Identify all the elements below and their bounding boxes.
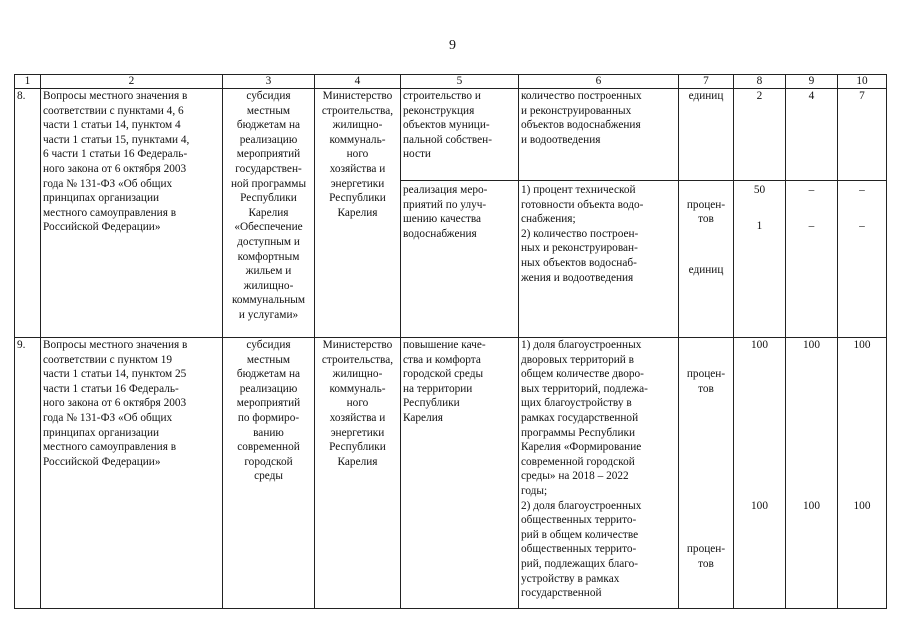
- ministry-line: Карелия: [337, 455, 378, 468]
- ministry-line: Министерство: [322, 90, 393, 102]
- ministry-line: Министерство: [322, 339, 393, 351]
- form-line: и услугами»: [238, 308, 299, 321]
- indicator-line: количество построенных: [521, 90, 642, 102]
- ministry-line: хозяйства и: [329, 411, 386, 424]
- form-line: бюджетам на: [236, 368, 301, 381]
- unit-value: процен- тов: [686, 198, 726, 226]
- form-line: реализацию: [239, 382, 298, 395]
- question-line: ного закона от 6 октября 2003: [43, 162, 187, 175]
- form-line: по формиро-: [237, 411, 300, 424]
- question-line: года № 131-ФЗ «Об общих: [43, 177, 173, 190]
- indicator-line: рий в общем количестве: [521, 528, 639, 541]
- indicator-line: государственной: [521, 587, 602, 600]
- form-line: жильем и: [245, 265, 292, 278]
- goal-block: [401, 89, 519, 176]
- value: 1: [756, 220, 763, 233]
- indicator-line: общественных террито-: [521, 514, 637, 527]
- question-line: Российской Федерации»: [43, 455, 161, 468]
- goal-line: Карелия: [403, 411, 443, 424]
- value: 4: [808, 90, 815, 102]
- value: –: [859, 184, 865, 196]
- question-line: местного самоуправления в: [43, 441, 177, 454]
- value: 100: [751, 499, 768, 512]
- goal-cell: [401, 338, 519, 609]
- header-cell: 8: [734, 75, 786, 89]
- indicator-block: [519, 89, 679, 176]
- row-number: 8.: [15, 89, 41, 338]
- ministry-cell: [315, 89, 401, 338]
- goal-cell: [401, 89, 519, 338]
- value: 100: [853, 499, 871, 512]
- form-line: государствен-: [235, 162, 302, 175]
- indicator-line: жения и водоотведения: [521, 271, 634, 284]
- indicator-line: программы Республики: [521, 426, 636, 439]
- subsidy-table: [14, 74, 887, 609]
- form-cell: [223, 338, 315, 609]
- value-block: [788, 499, 835, 514]
- ministry-line: коммуналь-: [329, 133, 386, 146]
- question-line: Вопросы местного значения в: [43, 90, 188, 102]
- indicator-line: устройству в рамках: [521, 572, 620, 585]
- indicator-line: 1) процент технической: [521, 184, 636, 196]
- indicator-line: Карелия «Формирование: [521, 441, 642, 454]
- unit-value: единиц: [688, 263, 724, 276]
- header-row: [15, 75, 887, 89]
- goal-block: [401, 180, 519, 241]
- value: –: [808, 220, 815, 233]
- question-line: части 1 статьи 14, пунктом 4: [43, 119, 181, 132]
- indicator-line: ных и реконструирован-: [521, 242, 638, 255]
- form-line: субсидия: [246, 90, 291, 102]
- value-block: [840, 499, 884, 514]
- value-block: [736, 499, 783, 514]
- goal-line: строительство и: [403, 90, 481, 102]
- ministry-line: ного: [346, 148, 369, 161]
- goal-line: реконструкция: [403, 104, 475, 117]
- ministry-line: энергетики: [330, 426, 385, 439]
- question-line: 6 части 1 статьи 16 Федераль-: [43, 148, 188, 161]
- form-line: мероприятий: [236, 397, 301, 410]
- indicator-line: общем количестве дворо-: [521, 368, 644, 381]
- form-line: среды: [254, 470, 283, 483]
- form-line: ной программы: [230, 177, 307, 190]
- question-line: ного закона от 6 октября 2003: [43, 397, 187, 410]
- form-line: мероприятий: [236, 148, 301, 161]
- goal-line: ности: [403, 148, 431, 161]
- indicator-line: 2) доля благоустроенных: [521, 499, 642, 512]
- form-line: коммунальным: [231, 294, 306, 307]
- header-cell: 5: [401, 75, 519, 89]
- value: –: [808, 184, 815, 196]
- goal-line: Республики: [403, 397, 460, 410]
- goal-line: повышение каче-: [403, 339, 486, 351]
- value: 100: [751, 339, 768, 351]
- value: 2: [756, 90, 763, 102]
- ministry-line: строительства,: [321, 353, 394, 366]
- unit-value: единиц: [688, 90, 724, 102]
- value: 100: [803, 499, 820, 512]
- unit-value: процен- тов: [686, 368, 726, 395]
- indicator-line: дворовых территорий в: [521, 353, 634, 366]
- value-block: [736, 338, 783, 499]
- value-2022-cell: [734, 338, 786, 609]
- goal-line: на территории: [403, 382, 473, 395]
- value-2022-cell: [734, 89, 786, 338]
- question-line: соответствии с пунктом 19: [43, 353, 173, 366]
- header-cell: 7: [679, 75, 734, 89]
- form-line: комфортным: [237, 250, 300, 263]
- value: –: [859, 220, 865, 233]
- question-line: части 1 статьи 14, пунктом 25: [43, 368, 187, 381]
- unit-cell: [679, 89, 734, 338]
- form-line: местным: [246, 353, 291, 366]
- goal-line: приятий по улуч-: [403, 198, 487, 211]
- value: 100: [803, 339, 820, 351]
- ministry-line: хозяйства и: [329, 162, 386, 175]
- form-line: Карелия: [248, 206, 289, 219]
- indicator-line: 2) количество построен-: [521, 227, 639, 240]
- unit-value: процен- тов: [686, 543, 726, 570]
- question-line: местного самоуправления в: [43, 206, 177, 219]
- goal-line: ства и комфорта: [403, 353, 481, 366]
- goal-line: водоснабжения: [403, 227, 477, 240]
- question-line: принципах организации: [43, 426, 160, 439]
- ministry-line: Республики: [329, 441, 386, 454]
- ministry-line: Карелия: [337, 206, 378, 219]
- ministry-line: ного: [346, 397, 369, 410]
- header-cell: 1: [15, 75, 41, 89]
- form-line: местным: [246, 104, 291, 117]
- unit-block: [681, 353, 731, 514]
- value-block: [734, 180, 786, 234]
- value-block: [786, 89, 838, 176]
- question-line: года № 131-ФЗ «Об общих: [43, 411, 173, 424]
- table-row: [15, 89, 887, 338]
- form-line: бюджетам на: [236, 119, 301, 132]
- header-cell: 4: [315, 75, 401, 89]
- row-number: 9.: [15, 338, 41, 609]
- ministry-line: жилищно-: [332, 119, 383, 132]
- goal-line: объектов муници-: [403, 119, 490, 132]
- unit-block: [679, 89, 734, 176]
- goal-line: шению качества: [403, 213, 482, 226]
- unit-block: [679, 180, 734, 292]
- indicator-line: и реконструированных: [521, 104, 632, 117]
- indicator-line: среды» на 2018 – 2022: [521, 470, 629, 483]
- question-line: части 1 статьи 16 Федераль-: [43, 382, 179, 395]
- indicator-block: [519, 180, 679, 285]
- value: 50: [753, 184, 766, 196]
- form-line: доступным и: [237, 235, 300, 248]
- ministry-line: Республики: [329, 192, 386, 205]
- indicator-line: ных объектов водоснаб-: [521, 256, 637, 269]
- question-cell: [41, 338, 223, 609]
- value-block: [838, 89, 887, 176]
- indicator-line: готовности объекта водо-: [521, 198, 644, 211]
- header-cell: 3: [223, 75, 315, 89]
- ministry-line: строительства,: [321, 104, 394, 117]
- goal-line: пальной собствен-: [403, 133, 492, 146]
- form-line: «Обеспечение: [234, 221, 303, 234]
- value-2023-cell: [786, 338, 838, 609]
- indicator-cell: [519, 89, 679, 338]
- indicator-line: щих благоустройству в: [521, 397, 632, 410]
- ministry-line: энергетики: [330, 177, 385, 190]
- form-line: ванию: [253, 426, 284, 439]
- ministry-line: коммуналь-: [329, 382, 386, 395]
- form-line: субсидия: [246, 339, 291, 351]
- value-2023-cell: [786, 89, 838, 338]
- indicator-line: объектов водоснабжения: [521, 119, 641, 132]
- question-line: Вопросы местного значения в: [43, 339, 188, 351]
- indicator-line: общественных террито-: [521, 543, 637, 556]
- unit-block: [681, 528, 731, 586]
- question-cell: [41, 89, 223, 338]
- form-cell: [223, 89, 315, 338]
- value-block: [786, 180, 838, 234]
- indicator-line: современной городской: [521, 455, 635, 468]
- ministry-cell: [315, 338, 401, 609]
- question-line: принципах организации: [43, 192, 160, 205]
- form-line: реализацию: [239, 133, 298, 146]
- ministry-line: жилищно-: [332, 368, 383, 381]
- value: 7: [859, 90, 865, 102]
- question-line: соответствии с пунктами 4, 6: [43, 104, 184, 117]
- header-cell: 6: [519, 75, 679, 89]
- goal-line: реализация меро-: [403, 184, 488, 196]
- indicator-cell: [519, 338, 679, 609]
- indicator-line: рамках государственной: [521, 411, 639, 424]
- value-block: [734, 89, 786, 176]
- page-number: 9: [449, 38, 456, 53]
- indicator-line: снабжения;: [521, 213, 576, 226]
- goal-line: городской среды: [403, 368, 484, 381]
- form-line: современной: [237, 441, 300, 454]
- indicator-line: годы;: [521, 484, 548, 497]
- unit-cell: [679, 338, 734, 609]
- header-cell: 10: [838, 75, 887, 89]
- form-line: городской: [244, 455, 293, 468]
- value-block: [840, 338, 884, 499]
- header-cell: 2: [41, 75, 223, 89]
- indicator-line: 1) доля благоустроенных: [521, 339, 642, 351]
- value-2024-cell: [838, 89, 887, 338]
- value-block: [838, 180, 887, 234]
- question-line: части 1 статьи 15, пунктами 4,: [43, 133, 190, 146]
- value-block: [788, 338, 835, 499]
- form-line: жилищно-: [243, 279, 294, 292]
- question-line: Российской Федерации»: [43, 221, 161, 234]
- indicator-line: вых территорий, подлежа-: [521, 382, 648, 395]
- indicator-line: и водоотведения: [521, 133, 601, 146]
- indicator-line: рий, подлежащих благо-: [521, 557, 639, 570]
- value: 100: [853, 339, 871, 351]
- value-2024-cell: [838, 338, 887, 609]
- header-cell: 9: [786, 75, 838, 89]
- form-line: Республики: [240, 192, 297, 205]
- table-row: [15, 338, 887, 609]
